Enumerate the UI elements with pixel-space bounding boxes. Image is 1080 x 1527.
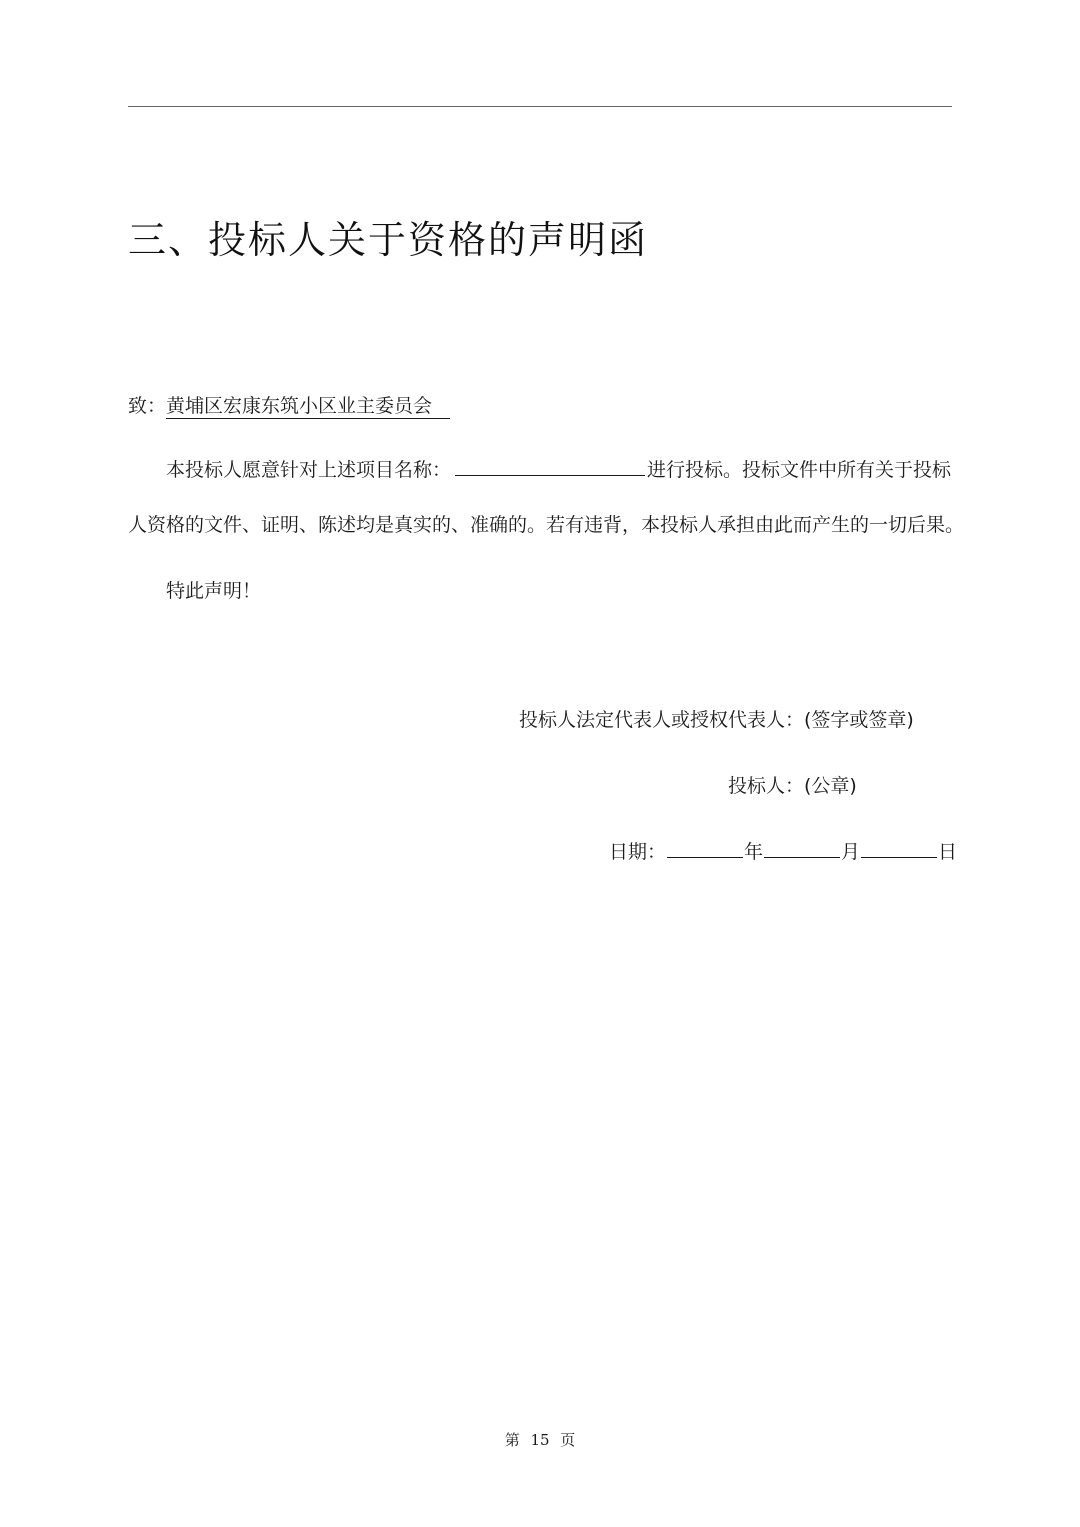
date-line	[609, 838, 957, 866]
addressee-line	[128, 392, 450, 420]
page-number: 第 15 页	[504, 1431, 576, 1449]
day-label: 日	[938, 841, 958, 863]
project-name-blank[interactable]	[455, 457, 645, 476]
month-blank[interactable]	[764, 839, 840, 858]
header-rule	[128, 106, 952, 107]
para1-text-before: 本投标人愿意针对上述项目名称：	[166, 459, 452, 481]
representative-signature-label: 投标人法定代表人或授权代表人：(签字或签章)	[519, 709, 914, 731]
declaration-paragraph-line-2: 人资格的文件、证明、陈述均是真实的、准确的。若有违背，本投标人承担由此而产生的一切后果。	[128, 514, 965, 536]
declaration-paragraph-line-1	[166, 456, 951, 484]
date-label: 日期：	[609, 841, 667, 863]
year-blank[interactable]	[667, 839, 743, 858]
document-title: 三、投标人关于资格的声明函	[128, 218, 649, 262]
day-blank[interactable]	[861, 839, 937, 858]
bidder-seal-label: 投标人：(公章)	[728, 775, 857, 797]
addressee-prefix: 致：	[128, 395, 167, 417]
month-label: 月	[841, 841, 861, 863]
closing-statement: 特此声明！	[166, 580, 262, 602]
addressee-name: 黄埔区宏康东筑小区业主委员会	[166, 394, 450, 419]
para1-text-after: 进行投标。投标文件中所有关于投标	[647, 459, 952, 481]
year-label: 年	[744, 841, 764, 863]
